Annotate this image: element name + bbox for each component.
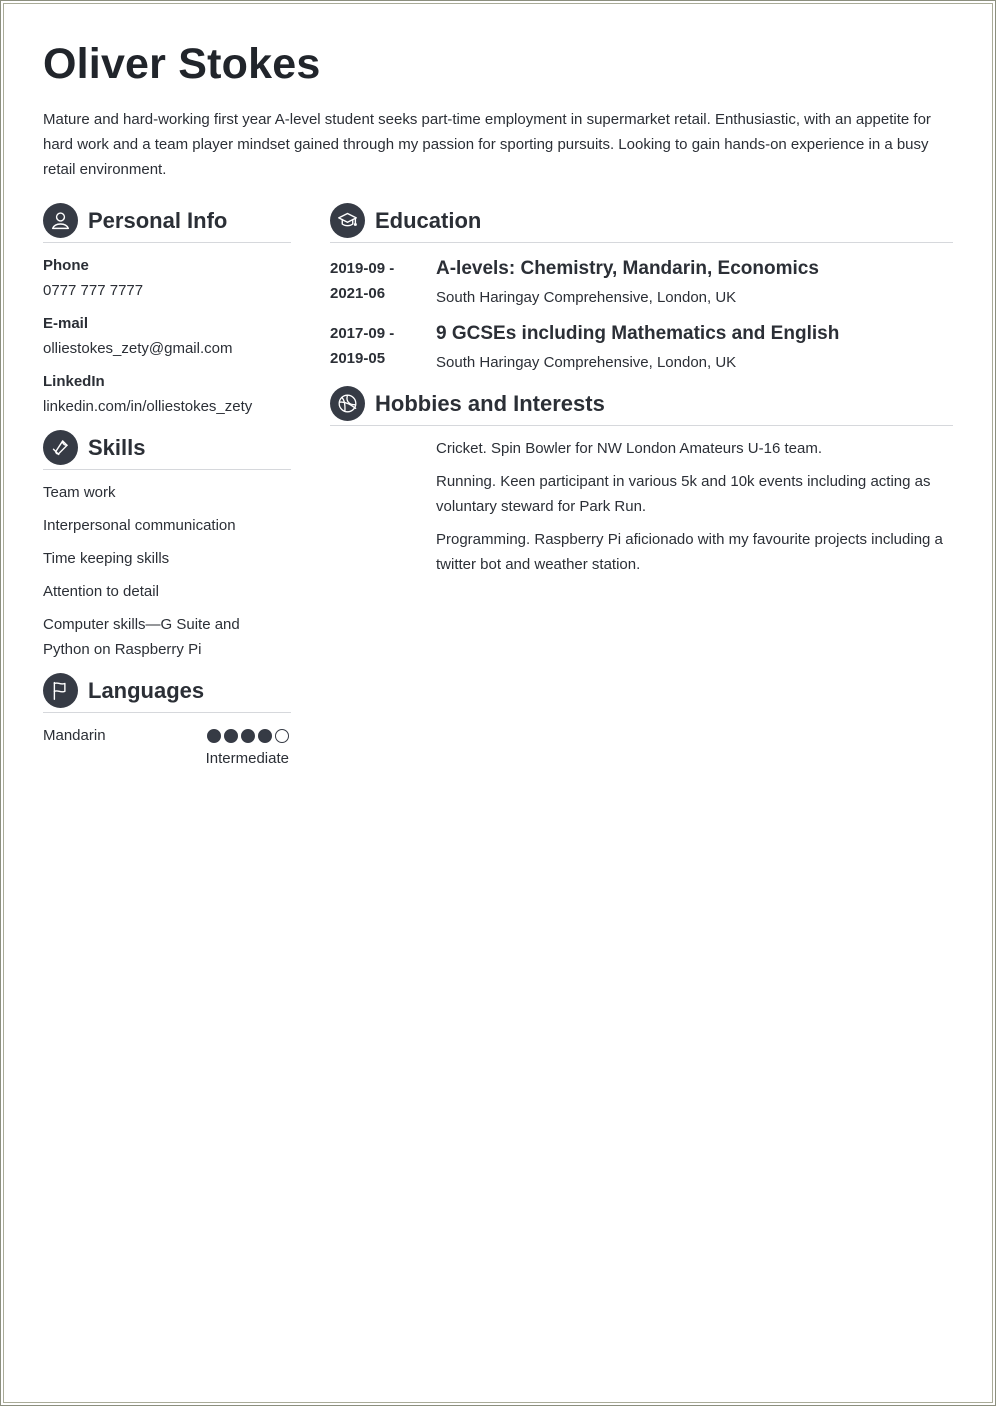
education-school: South Haringay Comprehensive, London, UK <box>436 354 737 371</box>
resume-summary: Mature and hard-working first year A-level student seeks part-time employment in supermarket retail. Enthusiastic, with an appetite for hard work and a team player mindset gained through my passion for sporting pursuits. Looking to gain hands-on experience in a busy retail environment. <box>43 111 931 178</box>
phone-label: Phone <box>43 257 89 274</box>
graduation-cap-icon <box>330 203 365 238</box>
rating-dot <box>241 729 255 743</box>
skill-item: Interpersonal communication <box>43 517 236 534</box>
hobby-item: Running. Keen participant in various 5k and 10k events including acting as voluntary steward for Park Run. <box>436 473 931 515</box>
education-date-start: 2017-09 - <box>330 325 395 342</box>
education-date-start: 2019-09 - <box>330 260 395 277</box>
education-title: Education <box>375 208 482 233</box>
personal-info-title: Personal Info <box>88 208 228 233</box>
rating-dot <box>258 729 272 743</box>
languages-title: Languages <box>88 678 205 703</box>
rating-dot <box>275 729 289 743</box>
linkedin-label: LinkedIn <box>43 373 105 390</box>
education-degree: 9 GCSEs including Mathematics and English <box>436 323 840 344</box>
hobby-item: Cricket. Spin Bowler for NW London Amateurs U-16 team. <box>436 440 822 457</box>
skills-title: Skills <box>88 435 146 460</box>
education-school: South Haringay Comprehensive, London, UK <box>436 289 737 306</box>
personal-info-header <box>43 203 291 243</box>
email-label: E-mail <box>43 315 89 332</box>
wrench-icon <box>43 430 78 465</box>
skill-item: Computer skills—G Suite and Python on Raspberry Pi <box>43 616 240 658</box>
skills-header <box>43 430 291 470</box>
language-name: Mandarin <box>43 727 106 744</box>
linkedin-value[interactable]: linkedin.com/in/olliestokes_zety <box>43 398 253 415</box>
education-date-end: 2019-05 <box>330 350 386 367</box>
hobbies-header <box>330 386 953 426</box>
education-header <box>330 203 953 243</box>
education-degree: A-levels: Chemistry, Mandarin, Economics <box>436 258 819 279</box>
languages-header <box>43 673 291 713</box>
hobby-item: Programming. Raspberry Pi aficionado with my favourite projects including a twitter bot and weather station. <box>436 531 943 573</box>
user-icon <box>43 203 78 238</box>
skill-item: Attention to detail <box>43 583 159 600</box>
phone-value[interactable]: 0777 777 7777 <box>43 282 144 299</box>
hobbies-title: Hobbies and Interests <box>375 391 605 416</box>
language-level: Intermediate <box>205 750 289 767</box>
skill-item: Time keeping skills <box>43 550 170 567</box>
education-date-end: 2021-06 <box>330 285 386 302</box>
rating-dot <box>207 729 221 743</box>
flag-icon <box>43 673 78 708</box>
rating-dot <box>224 729 238 743</box>
basketball-icon <box>330 386 365 421</box>
skill-item: Team work <box>43 484 116 501</box>
email-value[interactable]: olliestokes_zety@gmail.com <box>43 340 233 357</box>
resume-name: Oliver Stokes <box>43 40 321 88</box>
